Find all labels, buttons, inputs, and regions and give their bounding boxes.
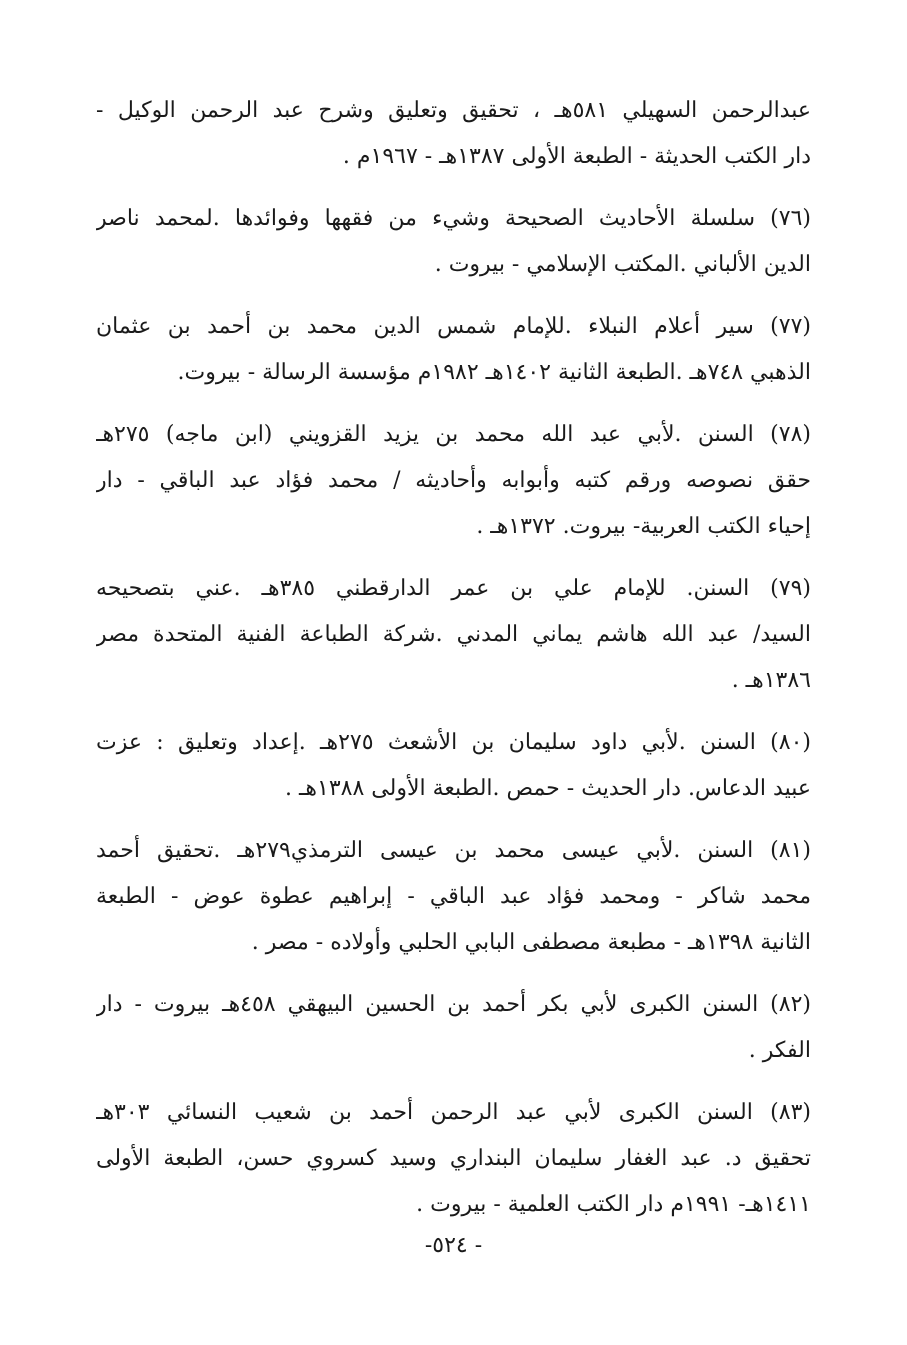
entry-line: (٨٠) السنن .لأبي داود سليمان بن الأشعث ٢٧٥هـ .إعداد وتعليق : عزت xyxy=(96,730,811,755)
entry-line: إحياء الكتب العربية- بيروت. ١٣٧٢هـ . xyxy=(476,514,811,539)
entry-line: الذهبي ٧٤٨هـ .الطبعة الثانية ١٤٠٢هـ ١٩٨٢م مؤسسة الرسالة - بيروت. xyxy=(177,360,811,385)
bibliography-entry-82 xyxy=(96,982,811,1074)
entry-line: الثانية ١٣٩٨هـ - مطبعة مصطفى البابي الحلبي وأولاده - مصر . xyxy=(251,930,811,955)
entry-line: عبيد الدعاس. دار الحديث - حمص .الطبعة الأولى ١٣٨٨هـ . xyxy=(284,776,811,801)
entry-line: (٧٦) سلسلة الأحاديث الصحيحة وشيء من فقهها وفوائدها .لمحمد ناصر xyxy=(96,206,811,231)
entry-line: تحقيق د. عبد الغفار سليمان البنداري وسيد كسروي حسن، الطبعة الأولى xyxy=(96,1146,811,1171)
entry-line: حقق نصوصه ورقم كتبه وأبوابه وأحاديثه / محمد فؤاد عبد الباقي - دار xyxy=(96,468,811,493)
entry-line: الدين الألباني .المكتب الإسلامي - بيروت . xyxy=(434,252,811,277)
entry-line: محمد شاكر - ومحمد فؤاد عبد الباقي - إبراهيم عطوة عوض - الطبعة xyxy=(96,884,811,909)
bibliography-entry-81 xyxy=(96,828,811,966)
bibliography-entry-77 xyxy=(96,304,811,396)
bibliography-page xyxy=(96,88,811,1244)
entry-line: (٨١) السنن .لأبي عيسى محمد بن عيسى الترمذي٢٧٩هـ .تحقيق أحمد xyxy=(96,838,811,863)
entry-line: (٧٧) سير أعلام النبلاء .للإمام شمس الدين محمد بن أحمد بن عثمان xyxy=(96,314,811,339)
entry-line: الفكر . xyxy=(748,1038,811,1063)
bibliography-entry-78 xyxy=(96,412,811,550)
entry-line: دار الكتب الحديثة - الطبعة الأولى ١٣٨٧هـ - ١٩٦٧م . xyxy=(342,144,811,169)
entry-line: (٧٩) السنن. للإمام علي بن عمر الدارقطني ٣٨٥هـ .عني بتصحيحه xyxy=(96,576,811,601)
bibliography-entry-79 xyxy=(96,566,811,704)
entry-line: ١٤١١هـ- ١٩٩١م دار الكتب العلمية - بيروت . xyxy=(416,1192,811,1217)
bibliography-entry-76 xyxy=(96,196,811,288)
entry-line: السيد/ عبد الله هاشم يماني المدني .شركة الطباعة الفنية المتحدة مصر xyxy=(96,622,811,647)
entry-line: عبدالرحمن السهيلي ٥٨١هـ ، تحقيق وتعليق وشرح عبد الرحمن الوكيل - xyxy=(96,98,811,123)
bibliography-entry-80 xyxy=(96,720,811,812)
bibliography-entry-continued xyxy=(96,88,811,180)
entry-line: (٨٢) السنن الكبرى لأبي بكر أحمد بن الحسين البيهقي ٤٥٨هـ بيروت - دار xyxy=(96,992,811,1017)
entry-line: (٧٨) السنن .لأبي عبد الله محمد بن يزيد القزويني (ابن ماجه) ٢٧٥هـ xyxy=(96,422,811,447)
page-number: - ٥٢٤- xyxy=(424,1233,483,1258)
entry-line: (٨٣) السنن الكبرى لأبي عبد الرحمن أحمد بن شعيب النسائي ٣٠٣هـ xyxy=(96,1100,811,1125)
bibliography-entry-83 xyxy=(96,1090,811,1228)
entry-line: ١٣٨٦هـ . xyxy=(731,668,811,693)
